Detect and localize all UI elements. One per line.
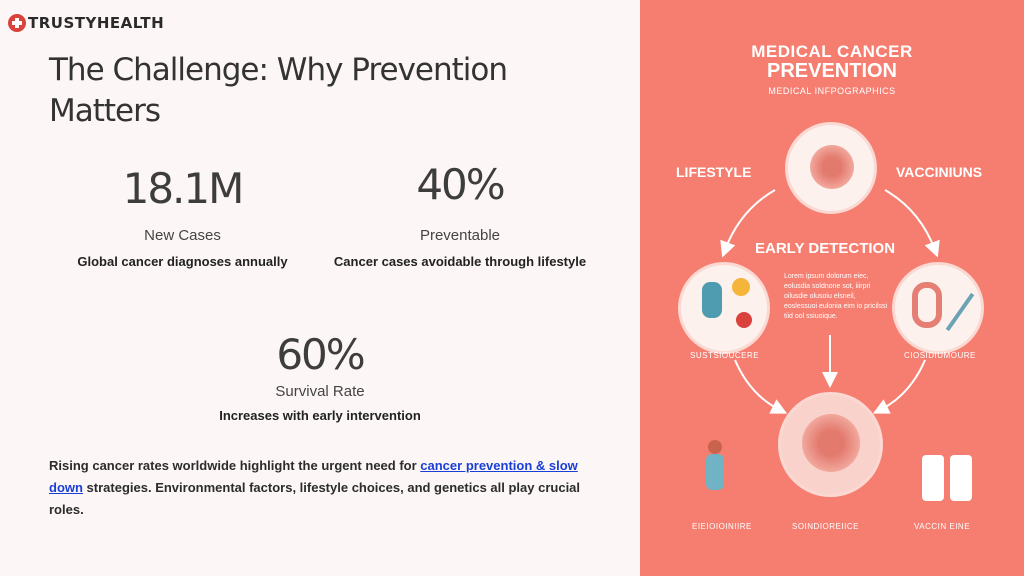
stat-label: Survival Rate xyxy=(275,383,365,400)
person-icon xyxy=(702,282,722,318)
cancer-cell-icon xyxy=(802,414,860,472)
infographic-note: Lorem ipsum dolorum eiec, eolusdia soldnone sot, iiirpri oilusdie olusoiu elsneil, eoslessuoi eulonia eim io pricilssi tiid ool ssiuoique. xyxy=(784,273,888,320)
stat-survival-rate xyxy=(190,330,450,423)
label-small-left: SUSTSIOUCERE xyxy=(690,351,760,360)
stat-value: 40% xyxy=(416,160,504,209)
stat-value: 60% xyxy=(276,330,364,379)
brand-logo[interactable] xyxy=(8,14,164,32)
infographic-image xyxy=(640,0,1024,576)
infographic-subtitle: MEDICAL INFPOGRAPHICS xyxy=(768,86,896,96)
intestine-icon xyxy=(912,282,942,328)
runner-body-icon xyxy=(706,454,724,490)
stat-description: Global cancer diagnoses annually xyxy=(77,254,288,269)
label-bottom-center: SOINDIOREIICE xyxy=(792,522,859,531)
stat-description: Cancer cases avoidable through lifestyle xyxy=(333,254,587,269)
brand-name: TRUSTYHEALTH xyxy=(28,14,165,32)
sun-icon xyxy=(732,278,750,296)
slide-title: The Challenge: Why Prevention Matters xyxy=(49,52,508,129)
infographic-title-line2: PREVENTION xyxy=(766,60,898,82)
label-early-detection: EARLY DETECTION xyxy=(755,240,896,257)
label-bottom-right: VACCIN EINE xyxy=(914,522,971,531)
stat-description: Increases with early intervention xyxy=(219,408,421,423)
label-small-right: CIOSIDIUMOURE xyxy=(904,351,976,360)
stat-new-cases xyxy=(60,164,305,269)
arrow-icon xyxy=(735,360,780,410)
cancer-cell-icon xyxy=(810,145,854,189)
body-paragraph xyxy=(49,455,584,521)
runner-icon xyxy=(708,440,722,454)
arrow-icon xyxy=(880,360,925,410)
infographic-title-line1: MEDICAL CANCER xyxy=(751,42,913,61)
paragraph-text-start: Rising cancer rates worldwide highlight the urgent need for xyxy=(49,458,421,473)
stat-label: Preventable xyxy=(419,227,501,244)
label-lifestyle: LIFESTYLE xyxy=(676,164,752,180)
paragraph-text-end: strategies. Environmental factors, lifestyle choices, and genetics all play crucial roles. xyxy=(49,480,581,517)
stat-label: New Cases xyxy=(144,227,221,244)
fruit-icon xyxy=(736,312,752,328)
vaccine-vial-icon xyxy=(950,455,972,501)
label-vaccinations: VACCINIUNS xyxy=(896,164,983,180)
lifestyle-circle xyxy=(678,262,770,354)
stat-preventable xyxy=(330,160,590,269)
stat-value: 18.1M xyxy=(122,164,243,213)
cancer-prevention-link[interactable]: cancer prevention & slow down xyxy=(49,458,578,495)
medical-cross-icon xyxy=(8,14,26,32)
label-bottom-left: EIEIOIOINIIRE xyxy=(692,522,752,531)
vaccine-vial-icon xyxy=(922,455,944,501)
